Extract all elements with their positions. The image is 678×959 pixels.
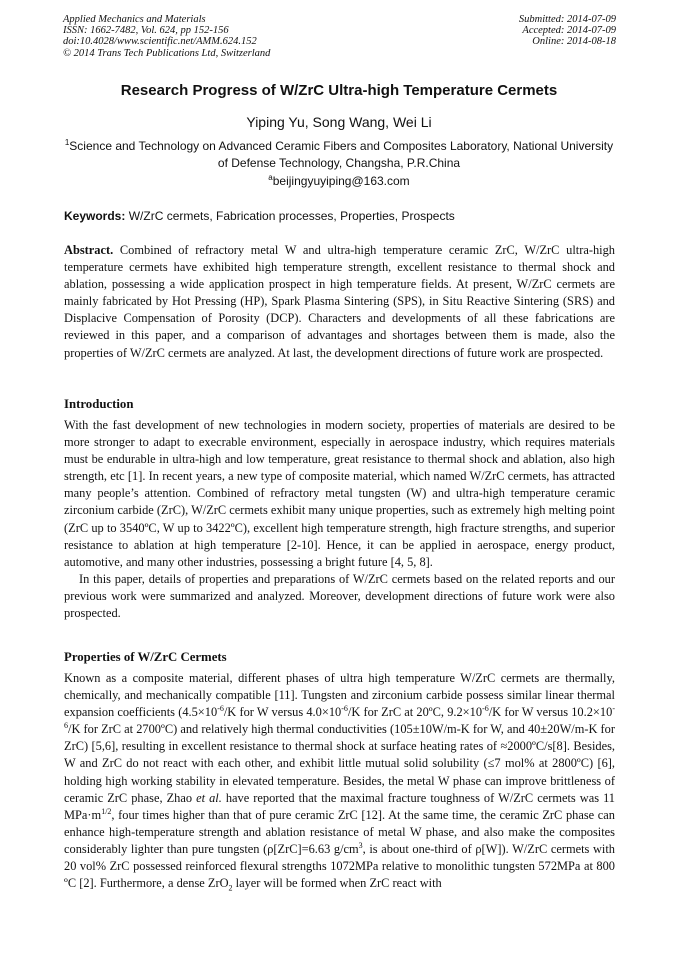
affiliation xyxy=(60,138,618,172)
introduction-paragraph: In this paper, details of properties and preparations of W/ZrC cermets based on the related reports and our previous work were summarized and analyzed. Moreover, development directions of future work were also prospected. xyxy=(64,571,615,621)
journal-info xyxy=(63,14,270,59)
submission-dates xyxy=(519,14,616,48)
author-email xyxy=(40,174,638,188)
keywords xyxy=(64,209,616,223)
properties-text: /K for W versus 10.2×10 xyxy=(488,705,613,720)
issn-line: ISSN: 1662-7482, Vol. 624, pp 152-156 xyxy=(63,25,229,37)
abstract-text: Combined of refractory metal W and ultra-high temperature ceramic ZrC, W/ZrC ultra-high temperature cermets have exhibited high temperature strength, excellent resistance to thermal shock and ablation, possessing a wide application prospect in high temperature fields. At present, W/ZrC cermets are mainly fabricated by Hot Pressing (HP), Spark Plasma Sintering (SPS), in Situ Reactive Sintering (SRS) and Displacive Compensation of Porosity (DCP). Characters and developments of all these fabrications are reviewed in this paper, and a comparison of advantages and shortages between them is made, also the properties of W/ZrC cermets are analyzed. At last, the development directions of future work are prospected. xyxy=(64,243,615,360)
email-mark: a xyxy=(268,173,273,182)
superscript: 1/2 xyxy=(101,806,112,816)
submitted-date: Submitted: 2014-07-09 xyxy=(518,14,616,25)
affiliation-text: Science and Technology on Advanced Ceramic Fibers and Composites Laboratory, National University of Defense Technology, Changsha, P.R.China xyxy=(69,139,614,170)
superscript: -6 xyxy=(482,704,489,714)
properties-text: /K for ZrC at 20ºC, 9.2×10 xyxy=(347,705,483,720)
properties-text: /K for ZrC at 2700ºC) and relatively high thermal conductivities (105±10W/m-K for W, and 40±20W/m-K for ZrC) [5,6], resulting in excellent resistance to thermal shock at surface heating rates of ≈2000ºC/s[8]. Besides, W and ZrC do not react with each other, and exhibit little mutual solid solubility (≤7 mol% at 2800ºC) [6], holding high working stability in elevated temperature. Besides, the metal W phase can improve brittleness of ceramic ZrC phase, Zhao xyxy=(64,722,615,805)
properties-text: Known as a composite material, different phases of ultra high temperature W/ZrC cermets are thermally, chemically, and mechanically compatible [11]. Tungsten and zirconium carbide possess similar linear thermal expansion coefficients (4.5×10 xyxy=(64,671,615,720)
properties-body xyxy=(64,670,615,892)
superscript: 3 xyxy=(358,840,363,850)
superscript: -6 xyxy=(217,704,224,714)
superscript: -6 xyxy=(341,704,348,714)
journal-name: Applied Mechanics and Materials xyxy=(63,14,206,25)
introduction-paragraph: With the fast development of new technologies in modern society, properties of materials are desired to be more stronger to adapt to execrable environment, especially in aerospace industry, which requires materials must be endurable in ultra-high and low temperature, great resistance to thermal shock and ablation, also high strength, etc [1]. In recent years, a new type of composite material, which named W/ZrC cermets, has attracted many people’s attention. Combined of refractory metal tungsten (W) and ultra-high temperature ceramic zirconium carbide (ZrC), W/ZrC cermets exhibit many unique properties, such as extremely high melting point (ZrC up to 3540ºC, W up to 3422ºC), excellent high temperature strength, high fracture strengths, and superior resistance to ablation at high temperature [2-10]. Hence, it can be applied in aerospace, energy product, automotive, and many other industries, possessing a bright future [4, 5, 8]. xyxy=(64,418,616,569)
properties-text: have reported that the maximal fracture toughness of W/ZrC cermets was 11 MPa·m xyxy=(64,790,615,822)
keywords-label: Keywords: xyxy=(64,209,126,223)
subscript: 2 xyxy=(228,883,233,893)
doi-line: doi:10.4028/www.scientific.net/AMM.624.152 xyxy=(63,36,257,48)
author-list: Yiping Yu, Song Wang, Wei Li xyxy=(246,114,432,130)
properties-heading: Properties of W/ZrC Cermets xyxy=(64,650,227,664)
introduction-body xyxy=(64,417,615,622)
properties-text: layer will be formed when ZrC react with xyxy=(232,876,442,891)
abstract xyxy=(64,242,615,362)
copyright-line: © 2014 Trans Tech Publications Ltd, Switzerland xyxy=(63,47,271,59)
affiliation-mark: 1 xyxy=(64,138,70,147)
introduction-heading: Introduction xyxy=(64,397,134,411)
properties-text: , is about one-third of ρ[W]). W/ZrC cermets with 20 vol% ZrC possessed reinforced flexural strengths 1072MPa relative to monolithic tungsten 572MPa at 800 ºC [2]. Furthermore, a dense ZrO xyxy=(64,841,615,891)
keywords-text: W/ZrC cermets, Fabrication processes, Properties, Prospects xyxy=(128,209,455,223)
superscript: -6 xyxy=(64,704,615,731)
email-text: beijingyuyiping@163.com xyxy=(272,174,410,188)
properties-text: , four times higher than that of pure ceramic ZrC [12]. At the same time, the ceramic ZrC phase can enhance high-temperature strength and ablation resistance of metal W phase, and also make the composites considerably lighter than pure tungsten (ρ[ZrC]=6.63 g/cm xyxy=(64,807,615,856)
accepted-date: Accepted: 2014-07-09 xyxy=(522,25,616,37)
paper-title: Research Progress of W/ZrC Ultra-high Temperature Cermets xyxy=(120,82,558,99)
abstract-label: Abstract. xyxy=(64,243,114,257)
online-date: Online: 2014-08-18 xyxy=(532,36,616,48)
et-al: et al. xyxy=(196,790,222,805)
properties-text: /K for W versus 4.0×10 xyxy=(223,705,342,720)
